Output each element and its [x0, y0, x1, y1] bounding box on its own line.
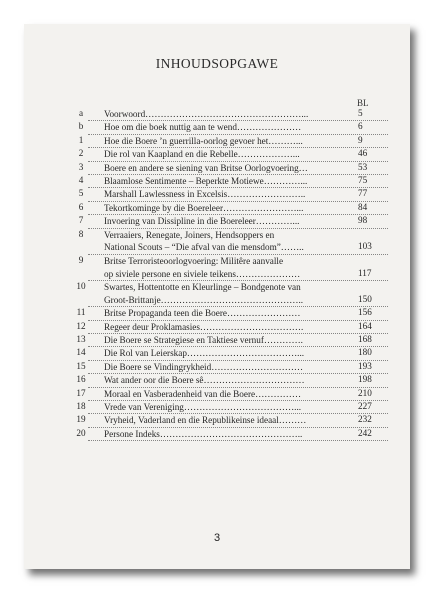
toc-entry-title: Die rol van Kaapland en die Rebelle………………...	[104, 149, 300, 160]
toc-entry-title: Invoering van Dissipline in die Boereleer…………...	[104, 216, 300, 227]
toc-entry-number: 6	[78, 201, 84, 212]
toc-entry-number: b	[78, 121, 84, 132]
toc-entry-title: Hoe die Boere ’n guerrilla-oorlog gevoer het………...	[104, 135, 303, 146]
toc-entry-title: Die Rol van Leierskap………………………………...	[104, 348, 305, 359]
toc-entry-number: 2	[78, 148, 84, 159]
toc-entry-number: 15	[76, 360, 86, 371]
toc-entry-page: 227	[358, 401, 372, 411]
toc-entry-page: 77	[358, 188, 368, 199]
toc-entry-number: 14	[76, 347, 86, 358]
toc-entry-title: Die Boere se Vindingrykheid…………………………	[104, 361, 304, 372]
toc-entry-title: Boere en andere se siening van Britse Oorlogvoering…	[104, 162, 308, 173]
toc-entry-page: 6	[358, 121, 363, 132]
toc-entry-page: 198	[358, 374, 372, 385]
toc-entry-title: Voorwoord……………………………………………...	[104, 109, 309, 119]
toc-entry-title: Hoe om die boek nuttig aan te wend…………………	[104, 122, 302, 133]
page-column-header: BL	[357, 98, 369, 108]
toc-entry-title: Vryheid, Vaderland en die Republikeinse ideaal………	[104, 415, 307, 426]
toc-entry-number: 10	[76, 281, 86, 291]
toc-entry-number: 20	[76, 427, 86, 438]
toc-entry-number: 4	[78, 175, 84, 185]
toc-entry-number: 7	[78, 215, 84, 226]
toc-entry-title: Marshall Lawlessness in Excelsis……………………..	[104, 189, 306, 200]
toc-entry-page: 9	[358, 134, 363, 145]
toc-entry-page: 242	[358, 427, 372, 438]
toc-entry-title: Britse Propaganda teen die Boere……………………	[104, 308, 301, 319]
toc-entry-page: 53	[358, 161, 368, 172]
toc-entry-number: 3	[78, 161, 84, 172]
toc-divider	[88, 440, 388, 441]
toc-entry-page: 75	[358, 175, 368, 185]
page-number: 3	[213, 532, 221, 544]
toc-entry-page: 150	[358, 293, 372, 304]
toc-entry-page: 168	[358, 334, 372, 344]
toc-entry-number: 13	[76, 334, 86, 344]
toc-entry-title: Groot-Brittanje………………………………………..	[104, 294, 304, 305]
toc-entry-number: a	[78, 108, 84, 118]
toc-entry-title: Regeer deur Proklamasies…………………………….	[104, 321, 304, 332]
toc-entry-number: 1	[78, 134, 84, 145]
toc-entry-title: National Scouts – “Die afval van die mensdom”……..	[104, 242, 304, 253]
toc-entry-page: 103	[358, 241, 372, 252]
toc-entry-title: Blaamlose Sentimente – Beperkte Motiewe…………...	[104, 176, 308, 186]
toc-entry-title: Tekortkominge by die Boereleer……………………...	[104, 202, 304, 213]
toc-entry-title: Britse Terroristeoorlogvoering: Militêre aanvalle	[104, 255, 284, 266]
toc-entry-title: Vrede van Vereniging………………………………...	[104, 402, 302, 412]
toc-entry-page: 5	[358, 108, 363, 118]
toc-entry-title: Wat ander oor die Boere sê……………………………	[104, 375, 305, 386]
toc-entry-title: Persone Indeks………………………………………..	[104, 428, 303, 439]
toc-entry-number: 8	[78, 228, 84, 239]
book-page	[24, 24, 410, 569]
toc-entry-page: 117	[358, 267, 372, 278]
toc-entry-number: 18	[76, 401, 86, 411]
toc-entry-page: 98	[358, 215, 368, 226]
toc-entry-number: 19	[76, 414, 86, 425]
page-title: INHOUDSOPGAWE	[155, 56, 279, 71]
toc-entry-page: 210	[358, 387, 372, 398]
toc-entry-page: 84	[358, 201, 368, 212]
toc-entry-number: 12	[76, 320, 86, 331]
toc-entry-number: 9	[78, 254, 84, 265]
toc-entry-number: 17	[76, 387, 86, 398]
toc-entry-page: 180	[358, 347, 372, 358]
toc-entry-number: 5	[78, 188, 84, 199]
toc-entry-page: 164	[358, 320, 372, 331]
toc-entry-title: Verraaiers, Renegate, Joiners, Hendsoppers en	[104, 229, 275, 240]
toc-entry-title: Die Boere se Strategiese en Taktiese vernuf………….	[104, 335, 303, 345]
toc-entry-number: 11	[76, 307, 86, 318]
toc-entry-title: op siviele persone en siviele teikens…………………	[104, 268, 301, 279]
toc-entry-page: 46	[358, 148, 368, 159]
toc-entry-page: 232	[358, 414, 372, 425]
toc-entry-title: Swartes, Hottentotte en Kleurlinge – Bondgenote van	[104, 282, 301, 292]
toc-entry-title: Moraal en Vasberadenheid van die Boere……………	[104, 388, 302, 399]
toc-entry-number: 16	[76, 374, 86, 385]
toc-entry-page: 193	[358, 360, 372, 371]
toc-entry-page: 156	[358, 307, 372, 318]
